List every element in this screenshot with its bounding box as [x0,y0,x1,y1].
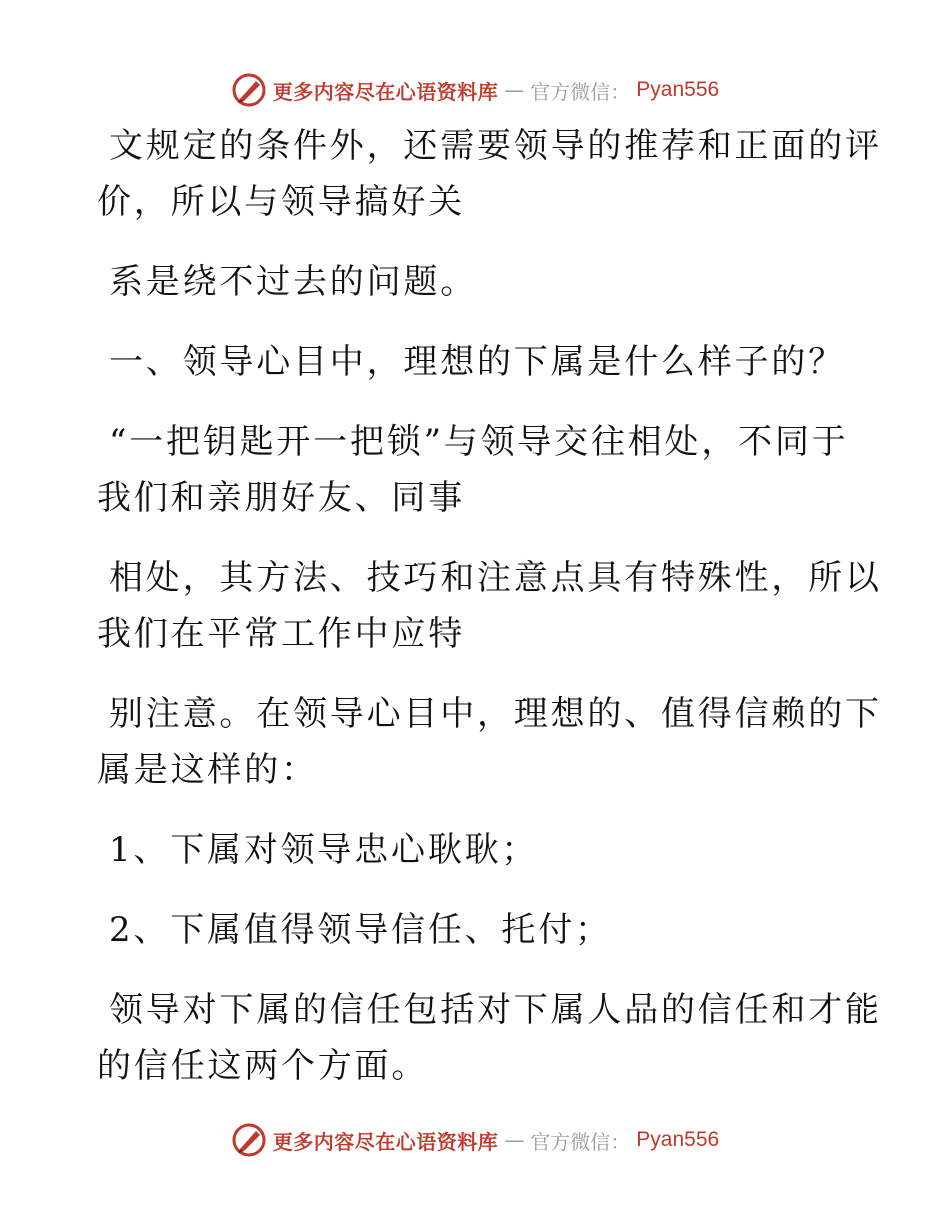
pen-logo-icon [231,72,267,108]
pen-logo-icon [231,1122,267,1158]
paragraph-line: 一、领导心目中，理想的下属是什么样子的？ [109,342,845,382]
banner-dash: — [504,1128,525,1152]
paragraph-line: 我们和亲朋好友、同事 [97,478,465,518]
footer-banner [0,1120,950,1160]
paragraph-line: 领导对下属的信任包括对下属人品的信任和才能 [109,990,882,1030]
paragraph-line: 别注意。在领导心目中，理想的、值得信赖的下 [109,694,882,734]
paragraph [97,982,882,1094]
paragraph-line: 1、下属对领导忠心耿耿； [109,830,539,870]
paragraph [97,550,882,662]
banner-wechat-id: Pyan556 [636,78,720,101]
paragraph [97,414,849,526]
header-banner [0,70,950,110]
list-item [97,822,832,878]
paragraph-line: 文规定的条件外，还需要领导的推荐和正面的评 [109,126,882,166]
document-body [97,118,882,1118]
paragraph-line: 系是绕不过去的问题。 [109,262,477,302]
banner-wechat-id: Pyan556 [636,1128,720,1151]
paragraph-line: 我们在平常工作中应特 [97,614,465,654]
paragraph-line: 属是这样的： [97,750,318,790]
list-item [97,902,832,958]
paragraph-line: 价，所以与领导搞好关 [97,182,465,222]
paragraph [97,118,882,230]
paragraph [97,686,882,798]
banner-wechat-label: 官方微信： [530,79,631,104]
paragraph [97,254,832,310]
banner-wechat-label: 官方微信： [530,1129,631,1154]
banner-main-text: 更多内容尽在心语资料库 [272,79,499,104]
banner-dash: — [504,78,525,102]
paragraph-line: 2、下属值得领导信任、托付； [109,910,612,950]
paragraph-line: “一把钥匙开一把锁”与领导交往相处，不同于 [109,422,849,462]
banner-main-text: 更多内容尽在心语资料库 [272,1129,499,1154]
section-heading [97,334,845,390]
paragraph-line: 的信任这两个方面。 [97,1046,429,1086]
paragraph-line: 相处，其方法、技巧和注意点具有特殊性，所以 [109,558,882,598]
